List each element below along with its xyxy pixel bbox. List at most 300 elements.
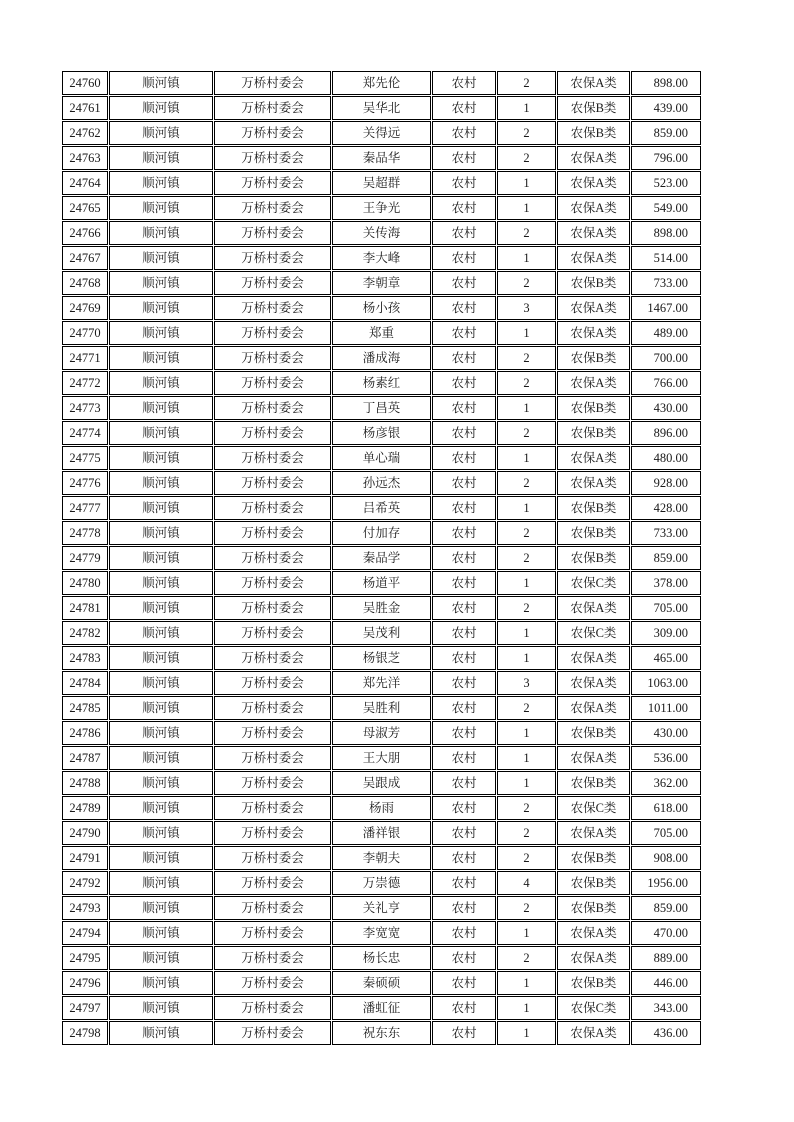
cell-residence_type: 农村 <box>432 721 496 745</box>
cell-amount: 928.00 <box>631 471 701 495</box>
cell-town: 顺河镇 <box>109 546 213 570</box>
cell-category: 农保A类 <box>557 921 630 945</box>
table-row <box>62 346 701 370</box>
cell-village: 万桥村委会 <box>214 246 331 270</box>
cell-residence_type: 农村 <box>432 346 496 370</box>
cell-village: 万桥村委会 <box>214 1021 331 1045</box>
table-row <box>62 846 701 870</box>
cell-serial: 24775 <box>62 446 108 470</box>
cell-category: 农保A类 <box>557 646 630 670</box>
cell-residence_type: 农村 <box>432 421 496 445</box>
cell-name: 秦品华 <box>332 146 431 170</box>
cell-amount: 465.00 <box>631 646 701 670</box>
cell-village: 万桥村委会 <box>214 121 331 145</box>
cell-persons: 2 <box>497 471 556 495</box>
cell-village: 万桥村委会 <box>214 721 331 745</box>
cell-village: 万桥村委会 <box>214 871 331 895</box>
cell-category: 农保C类 <box>557 796 630 820</box>
cell-town: 顺河镇 <box>109 96 213 120</box>
cell-residence_type: 农村 <box>432 771 496 795</box>
table-row <box>62 321 701 345</box>
cell-serial: 24785 <box>62 696 108 720</box>
cell-persons: 2 <box>497 146 556 170</box>
cell-name: 吴超群 <box>332 171 431 195</box>
cell-residence_type: 农村 <box>432 171 496 195</box>
cell-serial: 24788 <box>62 771 108 795</box>
table-row <box>62 171 701 195</box>
cell-town: 顺河镇 <box>109 871 213 895</box>
cell-serial: 24790 <box>62 821 108 845</box>
cell-persons: 1 <box>497 196 556 220</box>
table-row <box>62 421 701 445</box>
cell-residence_type: 农村 <box>432 446 496 470</box>
cell-persons: 4 <box>497 871 556 895</box>
cell-serial: 24791 <box>62 846 108 870</box>
cell-residence_type: 农村 <box>432 221 496 245</box>
cell-category: 农保B类 <box>557 546 630 570</box>
cell-village: 万桥村委会 <box>214 446 331 470</box>
cell-residence_type: 农村 <box>432 821 496 845</box>
cell-village: 万桥村委会 <box>214 296 331 320</box>
table-row <box>62 696 701 720</box>
cell-category: 农保A类 <box>557 221 630 245</box>
table-row <box>62 871 701 895</box>
cell-serial: 24774 <box>62 421 108 445</box>
cell-name: 潘祥银 <box>332 821 431 845</box>
cell-village: 万桥村委会 <box>214 996 331 1020</box>
cell-town: 顺河镇 <box>109 696 213 720</box>
cell-village: 万桥村委会 <box>214 696 331 720</box>
cell-name: 郑先洋 <box>332 671 431 695</box>
cell-category: 农保B类 <box>557 771 630 795</box>
cell-town: 顺河镇 <box>109 746 213 770</box>
cell-name: 杨银芝 <box>332 646 431 670</box>
cell-name: 王争光 <box>332 196 431 220</box>
cell-category: 农保B类 <box>557 721 630 745</box>
cell-amount: 898.00 <box>631 71 701 95</box>
cell-town: 顺河镇 <box>109 196 213 220</box>
cell-serial: 24783 <box>62 646 108 670</box>
cell-serial: 24764 <box>62 171 108 195</box>
cell-amount: 705.00 <box>631 596 701 620</box>
cell-category: 农保B类 <box>557 396 630 420</box>
cell-name: 秦品学 <box>332 546 431 570</box>
table-row <box>62 371 701 395</box>
cell-residence_type: 农村 <box>432 671 496 695</box>
table-row <box>62 896 701 920</box>
cell-category: 农保B类 <box>557 96 630 120</box>
cell-town: 顺河镇 <box>109 121 213 145</box>
cell-residence_type: 农村 <box>432 871 496 895</box>
cell-town: 顺河镇 <box>109 996 213 1020</box>
cell-town: 顺河镇 <box>109 496 213 520</box>
table-row <box>62 121 701 145</box>
cell-residence_type: 农村 <box>432 71 496 95</box>
cell-residence_type: 农村 <box>432 521 496 545</box>
table-row <box>62 996 701 1020</box>
cell-persons: 2 <box>497 846 556 870</box>
cell-persons: 2 <box>497 521 556 545</box>
cell-name: 付加存 <box>332 521 431 545</box>
cell-serial: 24792 <box>62 871 108 895</box>
cell-residence_type: 农村 <box>432 996 496 1020</box>
cell-persons: 3 <box>497 296 556 320</box>
table-row <box>62 546 701 570</box>
cell-village: 万桥村委会 <box>214 496 331 520</box>
cell-name: 郑重 <box>332 321 431 345</box>
cell-town: 顺河镇 <box>109 821 213 845</box>
cell-residence_type: 农村 <box>432 321 496 345</box>
cell-village: 万桥村委会 <box>214 621 331 645</box>
cell-residence_type: 农村 <box>432 371 496 395</box>
table-row <box>62 746 701 770</box>
cell-residence_type: 农村 <box>432 696 496 720</box>
cell-amount: 859.00 <box>631 546 701 570</box>
table-row <box>62 471 701 495</box>
cell-category: 农保A类 <box>557 471 630 495</box>
table-row <box>62 446 701 470</box>
cell-name: 王大朋 <box>332 746 431 770</box>
cell-persons: 1 <box>497 646 556 670</box>
table-row <box>62 96 701 120</box>
cell-residence_type: 农村 <box>432 471 496 495</box>
cell-town: 顺河镇 <box>109 521 213 545</box>
cell-category: 农保C类 <box>557 571 630 595</box>
cell-serial: 24776 <box>62 471 108 495</box>
cell-town: 顺河镇 <box>109 896 213 920</box>
cell-name: 杨彦银 <box>332 421 431 445</box>
table-row <box>62 396 701 420</box>
cell-amount: 430.00 <box>631 721 701 745</box>
cell-serial: 24782 <box>62 621 108 645</box>
cell-amount: 362.00 <box>631 771 701 795</box>
cell-village: 万桥村委会 <box>214 971 331 995</box>
cell-serial: 24773 <box>62 396 108 420</box>
cell-category: 农保A类 <box>557 71 630 95</box>
cell-name: 杨小孩 <box>332 296 431 320</box>
cell-amount: 700.00 <box>631 346 701 370</box>
cell-residence_type: 农村 <box>432 396 496 420</box>
cell-village: 万桥村委会 <box>214 471 331 495</box>
cell-serial: 24763 <box>62 146 108 170</box>
cell-town: 顺河镇 <box>109 771 213 795</box>
cell-category: 农保A类 <box>557 746 630 770</box>
cell-name: 吕希英 <box>332 496 431 520</box>
cell-persons: 2 <box>497 546 556 570</box>
cell-village: 万桥村委会 <box>214 646 331 670</box>
table-row <box>62 71 701 95</box>
cell-serial: 24766 <box>62 221 108 245</box>
cell-persons: 2 <box>497 371 556 395</box>
cell-amount: 436.00 <box>631 1021 701 1045</box>
table-row <box>62 771 701 795</box>
cell-serial: 24787 <box>62 746 108 770</box>
cell-village: 万桥村委会 <box>214 146 331 170</box>
cell-village: 万桥村委会 <box>214 821 331 845</box>
cell-amount: 889.00 <box>631 946 701 970</box>
cell-residence_type: 农村 <box>432 496 496 520</box>
cell-town: 顺河镇 <box>109 846 213 870</box>
cell-town: 顺河镇 <box>109 246 213 270</box>
cell-persons: 1 <box>497 321 556 345</box>
cell-amount: 705.00 <box>631 821 701 845</box>
cell-village: 万桥村委会 <box>214 171 331 195</box>
cell-village: 万桥村委会 <box>214 546 331 570</box>
cell-name: 关得远 <box>332 121 431 145</box>
cell-town: 顺河镇 <box>109 721 213 745</box>
cell-amount: 489.00 <box>631 321 701 345</box>
cell-category: 农保A类 <box>557 146 630 170</box>
cell-persons: 2 <box>497 121 556 145</box>
table-row <box>62 521 701 545</box>
cell-amount: 796.00 <box>631 146 701 170</box>
cell-category: 农保C类 <box>557 996 630 1020</box>
cell-residence_type: 农村 <box>432 296 496 320</box>
cell-serial: 24772 <box>62 371 108 395</box>
cell-town: 顺河镇 <box>109 171 213 195</box>
cell-town: 顺河镇 <box>109 621 213 645</box>
cell-persons: 1 <box>497 746 556 770</box>
cell-persons: 1 <box>497 496 556 520</box>
cell-serial: 24793 <box>62 896 108 920</box>
cell-amount: 766.00 <box>631 371 701 395</box>
cell-village: 万桥村委会 <box>214 346 331 370</box>
cell-persons: 2 <box>497 796 556 820</box>
cell-amount: 1063.00 <box>631 671 701 695</box>
cell-category: 农保B类 <box>557 496 630 520</box>
cell-village: 万桥村委会 <box>214 96 331 120</box>
cell-town: 顺河镇 <box>109 471 213 495</box>
cell-name: 李朝章 <box>332 271 431 295</box>
cell-category: 农保B类 <box>557 121 630 145</box>
cell-serial: 24780 <box>62 571 108 595</box>
cell-name: 关传海 <box>332 221 431 245</box>
cell-category: 农保A类 <box>557 296 630 320</box>
cell-serial: 24786 <box>62 721 108 745</box>
cell-village: 万桥村委会 <box>214 671 331 695</box>
cell-village: 万桥村委会 <box>214 571 331 595</box>
cell-serial: 24760 <box>62 71 108 95</box>
cell-serial: 24796 <box>62 971 108 995</box>
table-row <box>62 671 701 695</box>
cell-amount: 480.00 <box>631 446 701 470</box>
cell-town: 顺河镇 <box>109 221 213 245</box>
cell-amount: 430.00 <box>631 396 701 420</box>
cell-name: 吴胜利 <box>332 696 431 720</box>
cell-village: 万桥村委会 <box>214 371 331 395</box>
cell-category: 农保B类 <box>557 871 630 895</box>
table-row <box>62 571 701 595</box>
cell-town: 顺河镇 <box>109 321 213 345</box>
cell-name: 郑先伦 <box>332 71 431 95</box>
cell-serial: 24769 <box>62 296 108 320</box>
cell-name: 母淑芳 <box>332 721 431 745</box>
cell-residence_type: 农村 <box>432 846 496 870</box>
cell-persons: 1 <box>497 396 556 420</box>
cell-persons: 1 <box>497 171 556 195</box>
cell-amount: 523.00 <box>631 171 701 195</box>
table-row <box>62 796 701 820</box>
cell-category: 农保B类 <box>557 846 630 870</box>
table-row <box>62 296 701 320</box>
cell-serial: 24795 <box>62 946 108 970</box>
cell-name: 杨素红 <box>332 371 431 395</box>
cell-serial: 24761 <box>62 96 108 120</box>
cell-town: 顺河镇 <box>109 921 213 945</box>
cell-amount: 378.00 <box>631 571 701 595</box>
cell-residence_type: 农村 <box>432 1021 496 1045</box>
cell-persons: 2 <box>497 896 556 920</box>
cell-amount: 549.00 <box>631 196 701 220</box>
cell-persons: 2 <box>497 71 556 95</box>
cell-persons: 1 <box>497 921 556 945</box>
cell-village: 万桥村委会 <box>214 946 331 970</box>
cell-persons: 1 <box>497 96 556 120</box>
cell-category: 农保B类 <box>557 346 630 370</box>
cell-serial: 24798 <box>62 1021 108 1045</box>
cell-town: 顺河镇 <box>109 946 213 970</box>
cell-persons: 1 <box>497 721 556 745</box>
cell-town: 顺河镇 <box>109 596 213 620</box>
cell-serial: 24781 <box>62 596 108 620</box>
cell-serial: 24779 <box>62 546 108 570</box>
cell-name: 万崇德 <box>332 871 431 895</box>
cell-amount: 439.00 <box>631 96 701 120</box>
cell-amount: 898.00 <box>631 221 701 245</box>
cell-amount: 896.00 <box>631 421 701 445</box>
cell-persons: 1 <box>497 996 556 1020</box>
cell-category: 农保B类 <box>557 271 630 295</box>
table-row <box>62 246 701 270</box>
cell-persons: 2 <box>497 596 556 620</box>
cell-name: 丁昌英 <box>332 396 431 420</box>
cell-category: 农保A类 <box>557 196 630 220</box>
table-row <box>62 196 701 220</box>
cell-village: 万桥村委会 <box>214 896 331 920</box>
cell-category: 农保A类 <box>557 246 630 270</box>
cell-village: 万桥村委会 <box>214 321 331 345</box>
cell-village: 万桥村委会 <box>214 521 331 545</box>
cell-name: 单心瑞 <box>332 446 431 470</box>
cell-village: 万桥村委会 <box>214 746 331 770</box>
cell-town: 顺河镇 <box>109 346 213 370</box>
cell-amount: 536.00 <box>631 746 701 770</box>
cell-name: 吴华北 <box>332 96 431 120</box>
cell-category: 农保A类 <box>557 321 630 345</box>
cell-residence_type: 农村 <box>432 746 496 770</box>
cell-town: 顺河镇 <box>109 296 213 320</box>
cell-name: 吴跟成 <box>332 771 431 795</box>
cell-residence_type: 农村 <box>432 96 496 120</box>
cell-town: 顺河镇 <box>109 571 213 595</box>
cell-persons: 2 <box>497 271 556 295</box>
cell-residence_type: 农村 <box>432 146 496 170</box>
cell-village: 万桥村委会 <box>214 421 331 445</box>
table-row <box>62 946 701 970</box>
cell-category: 农保A类 <box>557 671 630 695</box>
cell-persons: 1 <box>497 771 556 795</box>
cell-residence_type: 农村 <box>432 896 496 920</box>
cell-persons: 1 <box>497 1021 556 1045</box>
cell-persons: 2 <box>497 346 556 370</box>
cell-village: 万桥村委会 <box>214 921 331 945</box>
cell-amount: 343.00 <box>631 996 701 1020</box>
cell-category: 农保A类 <box>557 821 630 845</box>
cell-name: 潘成海 <box>332 346 431 370</box>
cell-residence_type: 农村 <box>432 546 496 570</box>
cell-town: 顺河镇 <box>109 646 213 670</box>
cell-serial: 24768 <box>62 271 108 295</box>
table-row <box>62 971 701 995</box>
cell-residence_type: 农村 <box>432 921 496 945</box>
cell-village: 万桥村委会 <box>214 271 331 295</box>
cell-persons: 1 <box>497 971 556 995</box>
cell-category: 农保A类 <box>557 446 630 470</box>
table-row <box>62 496 701 520</box>
cell-residence_type: 农村 <box>432 621 496 645</box>
cell-town: 顺河镇 <box>109 1021 213 1045</box>
cell-name: 杨长忠 <box>332 946 431 970</box>
cell-serial: 24767 <box>62 246 108 270</box>
cell-name: 李大峰 <box>332 246 431 270</box>
cell-amount: 446.00 <box>631 971 701 995</box>
cell-amount: 908.00 <box>631 846 701 870</box>
cell-village: 万桥村委会 <box>214 796 331 820</box>
cell-category: 农保B类 <box>557 971 630 995</box>
table-row <box>62 596 701 620</box>
cell-village: 万桥村委会 <box>214 196 331 220</box>
cell-amount: 470.00 <box>631 921 701 945</box>
cell-name: 祝东东 <box>332 1021 431 1045</box>
table-row <box>62 271 701 295</box>
cell-persons: 2 <box>497 421 556 445</box>
cell-persons: 2 <box>497 821 556 845</box>
table-row <box>62 621 701 645</box>
cell-serial: 24765 <box>62 196 108 220</box>
cell-town: 顺河镇 <box>109 396 213 420</box>
cell-persons: 1 <box>497 446 556 470</box>
cell-persons: 1 <box>497 246 556 270</box>
cell-serial: 24771 <box>62 346 108 370</box>
cell-amount: 428.00 <box>631 496 701 520</box>
cell-amount: 514.00 <box>631 246 701 270</box>
cell-category: 农保A类 <box>557 171 630 195</box>
cell-name: 李宽宽 <box>332 921 431 945</box>
cell-category: 农保C类 <box>557 621 630 645</box>
cell-residence_type: 农村 <box>432 571 496 595</box>
table-body <box>62 71 701 1045</box>
cell-town: 顺河镇 <box>109 146 213 170</box>
cell-town: 顺河镇 <box>109 971 213 995</box>
cell-village: 万桥村委会 <box>214 71 331 95</box>
cell-category: 农保A类 <box>557 696 630 720</box>
cell-town: 顺河镇 <box>109 271 213 295</box>
cell-village: 万桥村委会 <box>214 846 331 870</box>
table-row <box>62 921 701 945</box>
cell-name: 吴胜金 <box>332 596 431 620</box>
cell-amount: 618.00 <box>631 796 701 820</box>
cell-village: 万桥村委会 <box>214 396 331 420</box>
cell-residence_type: 农村 <box>432 196 496 220</box>
cell-persons: 1 <box>497 571 556 595</box>
table-row <box>62 821 701 845</box>
cell-village: 万桥村委会 <box>214 771 331 795</box>
cell-serial: 24778 <box>62 521 108 545</box>
cell-residence_type: 农村 <box>432 271 496 295</box>
table-row <box>62 221 701 245</box>
cell-serial: 24797 <box>62 996 108 1020</box>
cell-persons: 2 <box>497 946 556 970</box>
